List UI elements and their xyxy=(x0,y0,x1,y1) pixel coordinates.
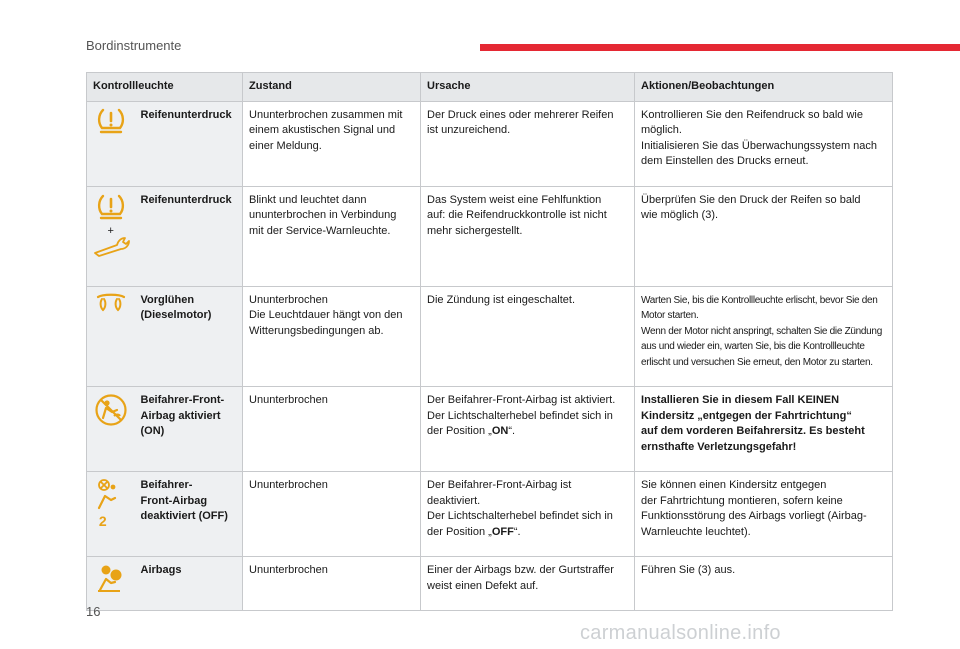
warning-lights-table xyxy=(86,72,893,611)
tyre-pressure-warning-icon xyxy=(96,108,126,140)
action-cell: Warten Sie, bis die Kontrollleuchte erlischt, bevor Sie den Motor starten. Wenn der Motor nicht anspringt, schalten Sie die Zündung aus und wieder ein, warten Sie, bis die Kontrollleuchte erlischt und versuchen Sie erneut, den Motor zu starten. xyxy=(635,286,893,387)
warning-light-icon-cell xyxy=(87,472,135,557)
table-row xyxy=(87,557,893,611)
table-row xyxy=(87,186,893,286)
warning-light-name: Vorglühen (Dieselmotor) xyxy=(135,286,243,387)
warning-light-icon-cell xyxy=(87,387,135,472)
section-title: Bordinstrumente xyxy=(86,38,182,53)
state-cell: Ununterbrochen xyxy=(243,472,421,557)
column-header: Ursache xyxy=(421,73,635,102)
action-cell: Kontrollieren Sie den Reifendruck so bald wie möglich. Initialisieren Sie das Überwachungssystem nach dem Einstellen des Drucks erneut. xyxy=(635,101,893,186)
action-cell: Überprüfen Sie den Druck der Reifen so bald wie möglich (3). xyxy=(635,186,893,286)
state-cell: Ununterbrochen Die Leuchtdauer hängt von den Witterungsbedingungen ab. xyxy=(243,286,421,387)
warning-light-name: Reifenunterdruck xyxy=(135,186,243,286)
warning-light-icon-cell xyxy=(87,557,135,611)
passenger-airbag-on-icon xyxy=(94,393,128,433)
header-accent-bar xyxy=(480,44,960,51)
airbag-fault-icon xyxy=(94,563,128,599)
cause-cell: Die Zündung ist eingeschaltet. xyxy=(421,286,635,387)
warning-light-icon-cell xyxy=(87,186,135,286)
column-header: Kontrollleuchte xyxy=(87,73,243,102)
column-header: Zustand xyxy=(243,73,421,102)
warning-light-icon-cell xyxy=(87,101,135,186)
cause-cell: Der Beifahrer-Front-Airbag ist deaktiviert. Der Lichtschalterhebel befindet sich in der Position „OFF“. xyxy=(421,472,635,557)
cause-cell: Einer der Airbags bzw. der Gurtstraffer weist einen Defekt auf. xyxy=(421,557,635,611)
airbag-digit: 2 xyxy=(98,512,107,529)
action-cell: Führen Sie (3) aus. xyxy=(635,557,893,611)
table-row xyxy=(87,286,893,387)
state-cell: Ununterbrochen zusammen mit einem akustischen Signal und einer Meldung. xyxy=(243,101,421,186)
page-number: 16 xyxy=(86,604,101,619)
warning-light-name: Beifahrer- Front-Airbag deaktiviert (OFF) xyxy=(135,472,243,557)
action-cell: Installieren Sie in diesem Fall KEINEN Kindersitz „entgegen der Fahrtrichtung“ auf dem vorderen Beifahrersitz. Es besteht ernsthafte Verletzungsgefahr! xyxy=(635,387,893,472)
warning-light-name: Airbags xyxy=(135,557,243,611)
state-cell: Ununterbrochen xyxy=(243,387,421,472)
cause-cell: Der Beifahrer-Front-Airbag ist aktiviert. Der Lichtschalterhebel befindet sich in der Position „ON“. xyxy=(421,387,635,472)
plus-sign: + xyxy=(107,225,114,237)
action-cell: Sie können einen Kindersitz entgegen der Fahrtrichtung montieren, sofern keine Funktionsstörung des Airbags vorliegt (Airbag- Warnleuchte leuchtet). xyxy=(635,472,893,557)
cause-cell: Der Druck eines oder mehrerer Reifen ist unzureichend. xyxy=(421,101,635,186)
state-cell: Ununterbrochen xyxy=(243,557,421,611)
watermark: carmanualsonline.info xyxy=(580,622,781,644)
preheating-glow-plug-icon xyxy=(95,293,127,319)
table-row xyxy=(87,387,893,472)
column-header: Aktionen/Beobachtungen xyxy=(635,73,893,102)
table-header-row xyxy=(87,73,893,102)
warning-light-name: Reifenunterdruck xyxy=(135,101,243,186)
passenger-airbag-off-icon xyxy=(91,478,131,518)
warning-light-icon-cell xyxy=(87,286,135,387)
warning-light-name: Beifahrer-Front- Airbag aktiviert (ON) xyxy=(135,387,243,472)
table-row xyxy=(87,101,893,186)
state-cell: Blinkt und leuchtet dann ununterbrochen in Verbindung mit der Service-Warnleuchte. xyxy=(243,186,421,286)
table-row xyxy=(87,472,893,557)
cause-cell: Das System weist eine Fehlfunktion auf: die Reifendruckkontrolle ist nicht mehr sichergestellt. xyxy=(421,186,635,286)
